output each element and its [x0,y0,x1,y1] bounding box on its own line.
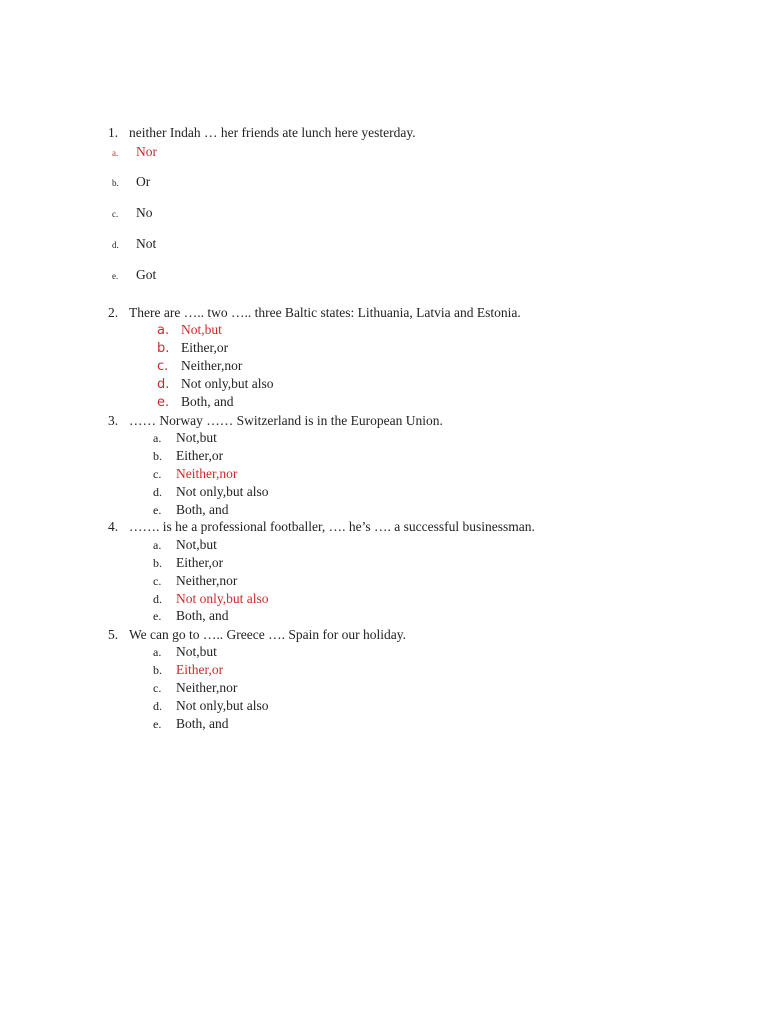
question-5-option-d [153,697,269,715]
question-number: 1. [108,125,119,140]
question-2-option-c [157,357,242,376]
question-2-option-a [157,321,222,340]
question-1-option-d [112,235,156,254]
question-number: 4. [108,519,119,534]
option-label: Not,but [176,537,217,552]
question-4-option-c [153,572,237,590]
question-1-option-b [112,173,150,192]
option-marker: e. [153,609,162,623]
option-label: Neither,nor [176,466,238,481]
option-label: Both, and [176,716,229,731]
option-marker: d. [153,485,162,499]
option-label: Not,but [176,430,217,445]
question-number: 5. [108,627,119,642]
question-number: 2. [108,305,119,320]
option-marker: c. [153,467,162,481]
option-marker: d. [157,377,170,392]
option-marker: a. [153,431,162,445]
question-2-option-e [157,393,234,412]
option-marker: e. [112,271,119,281]
question-5-option-c [153,679,237,697]
option-marker: c. [157,359,169,374]
question-3-option-c [153,465,237,483]
question-1-option-e [112,266,156,285]
option-label: Got [136,267,157,282]
option-label: Nor [136,144,157,159]
question-3-option-d [153,483,269,501]
option-marker: a. [153,645,162,659]
option-marker: d. [112,240,119,250]
question-1-option-c [112,204,153,223]
option-marker: c. [112,209,119,219]
option-label: Neither,nor [181,358,243,373]
question-3-option-a [153,429,217,447]
question-2 [108,304,521,322]
question-2-option-d [157,375,274,394]
option-marker: a. [153,538,162,552]
question-4-option-a [153,536,217,554]
option-marker: c. [153,574,162,588]
question-3 [108,412,443,430]
question-5 [108,626,406,644]
option-label: Or [136,174,151,189]
question-4 [108,518,535,536]
option-label: Either,or [176,555,224,570]
option-label: Not,but [181,322,222,337]
question-1 [108,124,416,142]
option-marker: b. [112,178,119,188]
option-marker: e. [153,717,162,731]
option-label: Not [136,236,157,251]
option-label: Not only,but also [176,484,269,499]
question-text: neither Indah … her friends ate lunch here yesterday. [129,125,416,140]
question-3-option-b [153,447,223,465]
option-label: Either,or [176,448,224,463]
question-3-option-e [153,501,229,519]
option-marker: b. [153,663,162,677]
option-label: Not only,but also [176,591,269,606]
question-text: ……. is he a professional footballer, …. he’s …. a successful businessman. [129,519,535,534]
question-1-option-a [112,143,157,162]
question-4-option-e [153,607,229,625]
option-marker: d. [153,592,162,606]
question-5-option-b [153,661,223,679]
option-label: Neither,nor [176,573,238,588]
option-marker: a. [157,323,170,338]
option-label: Not,but [176,644,217,659]
option-marker: b. [153,556,162,570]
option-marker: a. [112,148,119,158]
option-label: Both, and [176,502,229,517]
question-text: We can go to ….. Greece …. Spain for our holiday. [129,627,406,642]
option-label: Neither,nor [176,680,238,695]
question-4-option-d [153,590,269,608]
option-label: Both, and [176,608,229,623]
question-4-option-b [153,554,223,572]
question-5-option-e [153,715,229,733]
question-text: …… Norway …… Switzerland is in the European Union. [129,413,443,428]
option-marker: b. [153,449,162,463]
option-label: Not only,but also [176,698,269,713]
question-number: 3. [108,413,119,428]
question-text: There are ….. two ….. three Baltic states: Lithuania, Latvia and Estonia. [129,305,521,320]
option-label: Not only,but also [181,376,274,391]
option-label: Both, and [181,394,234,409]
option-label: Either,or [181,340,229,355]
option-marker: d. [153,699,162,713]
option-marker: e. [157,395,170,410]
option-marker: b. [157,341,170,356]
question-2-option-b [157,339,228,358]
option-label: Either,or [176,662,224,677]
question-5-option-a [153,643,217,661]
option-marker: e. [153,503,162,517]
option-marker: c. [153,681,162,695]
option-label: No [136,205,153,220]
